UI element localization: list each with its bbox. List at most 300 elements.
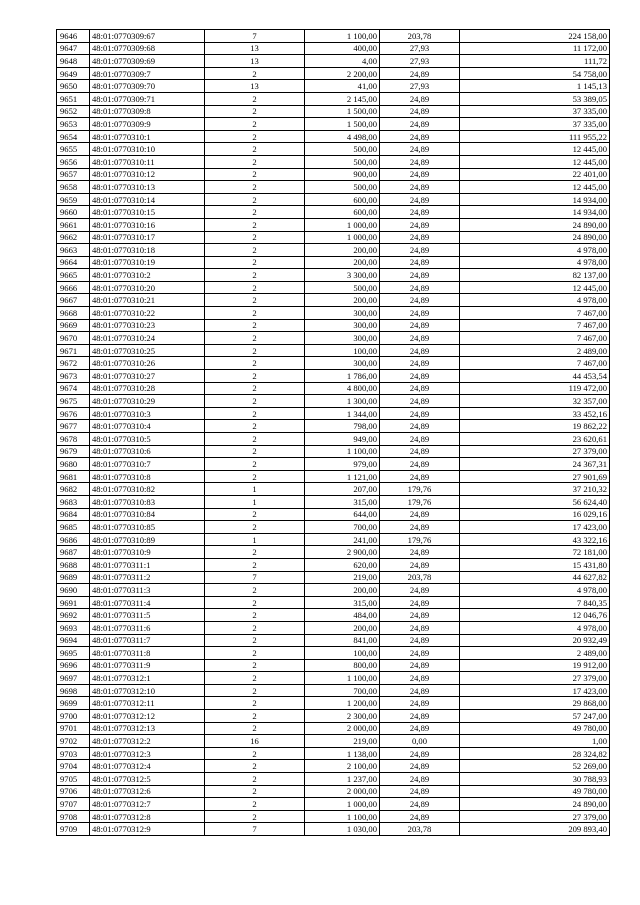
table-row bbox=[57, 382, 610, 395]
category-code-cell: 2 bbox=[205, 143, 305, 156]
cadastral-value-cell: 119 472,00 bbox=[460, 382, 610, 395]
rate-cell: 24,89 bbox=[380, 470, 460, 483]
cadastral-number-cell: 48:01:0770310:21 bbox=[90, 294, 205, 307]
category-code-cell: 2 bbox=[205, 584, 305, 597]
rate-cell: 24,89 bbox=[380, 155, 460, 168]
cadastral-number-cell: 48:01:0770310:10 bbox=[90, 143, 205, 156]
cadastral-value-cell: 23 620,61 bbox=[460, 433, 610, 446]
cadastral-value-cell: 28 324,82 bbox=[460, 747, 610, 760]
row-number-cell: 9648 bbox=[57, 55, 90, 68]
table-row bbox=[57, 697, 610, 710]
rate-cell: 24,89 bbox=[380, 697, 460, 710]
row-number-cell: 9646 bbox=[57, 30, 90, 43]
cadastral-value-cell: 27 379,00 bbox=[460, 810, 610, 823]
rate-cell: 24,89 bbox=[380, 810, 460, 823]
row-number-cell: 9658 bbox=[57, 181, 90, 194]
cadastral-number-cell: 48:01:0770311:8 bbox=[90, 647, 205, 660]
category-code-cell: 2 bbox=[205, 458, 305, 471]
category-code-cell: 2 bbox=[205, 420, 305, 433]
category-code-cell: 2 bbox=[205, 105, 305, 118]
area-cell: 300,00 bbox=[305, 357, 380, 370]
cadastral-value-cell: 14 934,00 bbox=[460, 193, 610, 206]
area-cell: 1 200,00 bbox=[305, 697, 380, 710]
area-cell: 1 138,00 bbox=[305, 747, 380, 760]
table-row bbox=[57, 508, 610, 521]
cadastral-number-cell: 48:01:0770310:14 bbox=[90, 193, 205, 206]
cadastral-value-cell: 53 389,05 bbox=[460, 92, 610, 105]
row-number-cell: 9650 bbox=[57, 80, 90, 93]
table-row bbox=[57, 218, 610, 231]
row-number-cell: 9657 bbox=[57, 168, 90, 181]
cadastral-value-cell: 54 758,00 bbox=[460, 67, 610, 80]
cadastral-value-cell: 24 890,00 bbox=[460, 231, 610, 244]
cadastral-number-cell: 48:01:0770310:4 bbox=[90, 420, 205, 433]
row-number-cell: 9681 bbox=[57, 470, 90, 483]
cadastral-value-cell: 32 357,00 bbox=[460, 395, 610, 408]
cadastral-number-cell: 48:01:0770310:23 bbox=[90, 319, 205, 332]
category-code-cell: 2 bbox=[205, 596, 305, 609]
cadastral-value-cell: 224 158,00 bbox=[460, 30, 610, 43]
cadastral-number-cell: 48:01:0770312:12 bbox=[90, 710, 205, 723]
cadastral-number-cell: 48:01:0770312:7 bbox=[90, 798, 205, 811]
area-cell: 1 500,00 bbox=[305, 118, 380, 131]
table-row bbox=[57, 55, 610, 68]
row-number-cell: 9709 bbox=[57, 823, 90, 836]
cadastral-value-cell: 33 452,16 bbox=[460, 407, 610, 420]
area-cell: 2 900,00 bbox=[305, 546, 380, 559]
cadastral-value-cell: 22 401,00 bbox=[460, 168, 610, 181]
table-row bbox=[57, 470, 610, 483]
area-cell: 644,00 bbox=[305, 508, 380, 521]
area-cell: 100,00 bbox=[305, 344, 380, 357]
area-cell: 700,00 bbox=[305, 521, 380, 534]
category-code-cell: 2 bbox=[205, 130, 305, 143]
area-cell: 41,00 bbox=[305, 80, 380, 93]
area-cell: 1 500,00 bbox=[305, 105, 380, 118]
cadastral-number-cell: 48:01:0770310:3 bbox=[90, 407, 205, 420]
category-code-cell: 2 bbox=[205, 722, 305, 735]
row-number-cell: 9661 bbox=[57, 218, 90, 231]
cadastral-value-cell: 7 467,00 bbox=[460, 357, 610, 370]
rate-cell: 24,89 bbox=[380, 168, 460, 181]
cadastral-number-cell: 48:01:0770310:15 bbox=[90, 206, 205, 219]
category-code-cell: 2 bbox=[205, 609, 305, 622]
row-number-cell: 9705 bbox=[57, 773, 90, 786]
table-row bbox=[57, 155, 610, 168]
area-cell: 600,00 bbox=[305, 193, 380, 206]
cadastral-value-table bbox=[56, 29, 610, 836]
category-code-cell: 7 bbox=[205, 823, 305, 836]
row-number-cell: 9653 bbox=[57, 118, 90, 131]
table-row bbox=[57, 558, 610, 571]
category-code-cell: 2 bbox=[205, 760, 305, 773]
area-cell: 4 498,00 bbox=[305, 130, 380, 143]
rate-cell: 24,89 bbox=[380, 458, 460, 471]
rate-cell: 24,89 bbox=[380, 596, 460, 609]
cadastral-value-cell: 12 445,00 bbox=[460, 143, 610, 156]
row-number-cell: 9666 bbox=[57, 281, 90, 294]
cadastral-value-cell: 12 445,00 bbox=[460, 281, 610, 294]
rate-cell: 24,89 bbox=[380, 684, 460, 697]
category-code-cell: 7 bbox=[205, 571, 305, 584]
cadastral-value-cell: 7 467,00 bbox=[460, 332, 610, 345]
area-cell: 219,00 bbox=[305, 735, 380, 748]
cadastral-value-cell: 4 978,00 bbox=[460, 256, 610, 269]
rate-cell: 24,89 bbox=[380, 647, 460, 660]
category-code-cell: 1 bbox=[205, 495, 305, 508]
cadastral-value-cell: 29 868,00 bbox=[460, 697, 610, 710]
row-number-cell: 9655 bbox=[57, 143, 90, 156]
cadastral-value-cell: 7 467,00 bbox=[460, 319, 610, 332]
cadastral-value-cell: 111,72 bbox=[460, 55, 610, 68]
cadastral-number-cell: 48:01:0770312:1 bbox=[90, 672, 205, 685]
category-code-cell: 2 bbox=[205, 256, 305, 269]
rate-cell: 24,89 bbox=[380, 344, 460, 357]
row-number-cell: 9692 bbox=[57, 609, 90, 622]
row-number-cell: 9677 bbox=[57, 420, 90, 433]
rate-cell: 24,89 bbox=[380, 382, 460, 395]
cadastral-number-cell: 48:01:0770310:9 bbox=[90, 546, 205, 559]
row-number-cell: 9680 bbox=[57, 458, 90, 471]
cadastral-number-cell: 48:01:0770309:9 bbox=[90, 118, 205, 131]
table-row bbox=[57, 332, 610, 345]
rate-cell: 24,89 bbox=[380, 584, 460, 597]
area-cell: 1 100,00 bbox=[305, 810, 380, 823]
cadastral-number-cell: 48:01:0770310:24 bbox=[90, 332, 205, 345]
row-number-cell: 9684 bbox=[57, 508, 90, 521]
table-row bbox=[57, 307, 610, 320]
category-code-cell: 1 bbox=[205, 483, 305, 496]
category-code-cell: 2 bbox=[205, 785, 305, 798]
area-cell: 100,00 bbox=[305, 647, 380, 660]
category-code-cell: 2 bbox=[205, 684, 305, 697]
table-row bbox=[57, 395, 610, 408]
area-cell: 2 000,00 bbox=[305, 785, 380, 798]
cadastral-value-cell: 4 978,00 bbox=[460, 621, 610, 634]
table-row bbox=[57, 281, 610, 294]
row-number-cell: 9694 bbox=[57, 634, 90, 647]
table-row bbox=[57, 710, 610, 723]
table-row bbox=[57, 231, 610, 244]
rate-cell: 27,93 bbox=[380, 55, 460, 68]
row-number-cell: 9702 bbox=[57, 735, 90, 748]
category-code-cell: 2 bbox=[205, 508, 305, 521]
category-code-cell: 2 bbox=[205, 710, 305, 723]
category-code-cell: 2 bbox=[205, 407, 305, 420]
rate-cell: 24,89 bbox=[380, 256, 460, 269]
cadastral-number-cell: 48:01:0770309:70 bbox=[90, 80, 205, 93]
table-row bbox=[57, 483, 610, 496]
area-cell: 207,00 bbox=[305, 483, 380, 496]
cadastral-value-cell: 7 467,00 bbox=[460, 307, 610, 320]
category-code-cell: 2 bbox=[205, 445, 305, 458]
area-cell: 500,00 bbox=[305, 181, 380, 194]
table-row bbox=[57, 722, 610, 735]
cadastral-value-cell: 24 890,00 bbox=[460, 218, 610, 231]
cadastral-value-cell: 17 423,00 bbox=[460, 521, 610, 534]
rate-cell: 27,93 bbox=[380, 80, 460, 93]
row-number-cell: 9689 bbox=[57, 571, 90, 584]
cadastral-number-cell: 48:01:0770312:10 bbox=[90, 684, 205, 697]
cadastral-value-cell: 111 955,22 bbox=[460, 130, 610, 143]
table-row bbox=[57, 193, 610, 206]
cadastral-number-cell: 48:01:0770310:1 bbox=[90, 130, 205, 143]
rate-cell: 24,89 bbox=[380, 445, 460, 458]
table-row bbox=[57, 735, 610, 748]
category-code-cell: 2 bbox=[205, 773, 305, 786]
row-number-cell: 9679 bbox=[57, 445, 90, 458]
rate-cell: 24,89 bbox=[380, 370, 460, 383]
area-cell: 1 100,00 bbox=[305, 672, 380, 685]
rate-cell: 24,89 bbox=[380, 773, 460, 786]
row-number-cell: 9667 bbox=[57, 294, 90, 307]
area-cell: 798,00 bbox=[305, 420, 380, 433]
rate-cell: 24,89 bbox=[380, 785, 460, 798]
rate-cell: 24,89 bbox=[380, 319, 460, 332]
category-code-cell: 2 bbox=[205, 206, 305, 219]
table-row bbox=[57, 168, 610, 181]
area-cell: 300,00 bbox=[305, 319, 380, 332]
cadastral-number-cell: 48:01:0770310:28 bbox=[90, 382, 205, 395]
row-number-cell: 9678 bbox=[57, 433, 90, 446]
rate-cell: 24,89 bbox=[380, 609, 460, 622]
table-row bbox=[57, 269, 610, 282]
area-cell: 300,00 bbox=[305, 332, 380, 345]
rate-cell: 24,89 bbox=[380, 143, 460, 156]
table-row bbox=[57, 143, 610, 156]
table-row bbox=[57, 67, 610, 80]
area-cell: 200,00 bbox=[305, 621, 380, 634]
rate-cell: 24,89 bbox=[380, 508, 460, 521]
rate-cell: 24,89 bbox=[380, 659, 460, 672]
cadastral-value-cell: 17 423,00 bbox=[460, 684, 610, 697]
row-number-cell: 9652 bbox=[57, 105, 90, 118]
cadastral-number-cell: 48:01:0770310:27 bbox=[90, 370, 205, 383]
cadastral-number-cell: 48:01:0770312:3 bbox=[90, 747, 205, 760]
cadastral-number-cell: 48:01:0770312:11 bbox=[90, 697, 205, 710]
cadastral-value-cell: 4 978,00 bbox=[460, 584, 610, 597]
cadastral-value-cell: 57 247,00 bbox=[460, 710, 610, 723]
cadastral-number-cell: 48:01:0770310:25 bbox=[90, 344, 205, 357]
table-row bbox=[57, 533, 610, 546]
area-cell: 979,00 bbox=[305, 458, 380, 471]
cadastral-number-cell: 48:01:0770309:8 bbox=[90, 105, 205, 118]
table-row bbox=[57, 256, 610, 269]
table-row bbox=[57, 92, 610, 105]
cadastral-value-cell: 37 335,00 bbox=[460, 105, 610, 118]
area-cell: 1 786,00 bbox=[305, 370, 380, 383]
row-number-cell: 9699 bbox=[57, 697, 90, 710]
cadastral-number-cell: 48:01:0770310:8 bbox=[90, 470, 205, 483]
rate-cell: 24,89 bbox=[380, 407, 460, 420]
cadastral-value-cell: 1,00 bbox=[460, 735, 610, 748]
area-cell: 700,00 bbox=[305, 684, 380, 697]
row-number-cell: 9682 bbox=[57, 483, 90, 496]
row-number-cell: 9685 bbox=[57, 521, 90, 534]
cadastral-number-cell: 48:01:0770309:7 bbox=[90, 67, 205, 80]
cadastral-number-cell: 48:01:0770311:1 bbox=[90, 558, 205, 571]
rate-cell: 24,89 bbox=[380, 92, 460, 105]
area-cell: 200,00 bbox=[305, 584, 380, 597]
cadastral-number-cell: 48:01:0770312:13 bbox=[90, 722, 205, 735]
area-cell: 1 100,00 bbox=[305, 445, 380, 458]
area-cell: 1 344,00 bbox=[305, 407, 380, 420]
row-number-cell: 9651 bbox=[57, 92, 90, 105]
row-number-cell: 9654 bbox=[57, 130, 90, 143]
row-number-cell: 9695 bbox=[57, 647, 90, 660]
table-row bbox=[57, 760, 610, 773]
category-code-cell: 2 bbox=[205, 382, 305, 395]
row-number-cell: 9660 bbox=[57, 206, 90, 219]
table-row bbox=[57, 747, 610, 760]
rate-cell: 24,89 bbox=[380, 231, 460, 244]
cadastral-value-cell: 27 379,00 bbox=[460, 445, 610, 458]
area-cell: 3 300,00 bbox=[305, 269, 380, 282]
row-number-cell: 9706 bbox=[57, 785, 90, 798]
cadastral-number-cell: 48:01:0770312:6 bbox=[90, 785, 205, 798]
row-number-cell: 9688 bbox=[57, 558, 90, 571]
cadastral-number-cell: 48:01:0770310:16 bbox=[90, 218, 205, 231]
category-code-cell: 13 bbox=[205, 80, 305, 93]
cadastral-value-cell: 49 780,00 bbox=[460, 785, 610, 798]
rate-cell: 203,78 bbox=[380, 30, 460, 43]
table-row bbox=[57, 684, 610, 697]
cadastral-number-cell: 48:01:0770310:17 bbox=[90, 231, 205, 244]
table-row bbox=[57, 621, 610, 634]
category-code-cell: 2 bbox=[205, 218, 305, 231]
cadastral-number-cell: 48:01:0770312:2 bbox=[90, 735, 205, 748]
row-number-cell: 9672 bbox=[57, 357, 90, 370]
cadastral-value-cell: 11 172,00 bbox=[460, 42, 610, 55]
table-row bbox=[57, 30, 610, 43]
cadastral-number-cell: 48:01:0770311:2 bbox=[90, 571, 205, 584]
area-cell: 484,00 bbox=[305, 609, 380, 622]
row-number-cell: 9686 bbox=[57, 533, 90, 546]
row-number-cell: 9707 bbox=[57, 798, 90, 811]
row-number-cell: 9674 bbox=[57, 382, 90, 395]
table-row bbox=[57, 80, 610, 93]
cadastral-number-cell: 48:01:0770311:9 bbox=[90, 659, 205, 672]
category-code-cell: 2 bbox=[205, 92, 305, 105]
row-number-cell: 9647 bbox=[57, 42, 90, 55]
rate-cell: 24,89 bbox=[380, 798, 460, 811]
table-row bbox=[57, 810, 610, 823]
table-row bbox=[57, 370, 610, 383]
table-row bbox=[57, 244, 610, 257]
row-number-cell: 9703 bbox=[57, 747, 90, 760]
cadastral-value-cell: 16 029,16 bbox=[460, 508, 610, 521]
rate-cell: 24,89 bbox=[380, 105, 460, 118]
table-row bbox=[57, 773, 610, 786]
cadastral-number-cell: 48:01:0770309:68 bbox=[90, 42, 205, 55]
category-code-cell: 2 bbox=[205, 747, 305, 760]
rate-cell: 24,89 bbox=[380, 193, 460, 206]
cadastral-number-cell: 48:01:0770310:26 bbox=[90, 357, 205, 370]
table-row bbox=[57, 571, 610, 584]
category-code-cell: 2 bbox=[205, 697, 305, 710]
cadastral-value-cell: 2 489,00 bbox=[460, 344, 610, 357]
area-cell: 300,00 bbox=[305, 307, 380, 320]
cadastral-value-cell: 44 627,82 bbox=[460, 571, 610, 584]
cadastral-value-cell: 82 137,00 bbox=[460, 269, 610, 282]
rate-cell: 24,89 bbox=[380, 747, 460, 760]
area-cell: 1 000,00 bbox=[305, 231, 380, 244]
cadastral-number-cell: 48:01:0770312:8 bbox=[90, 810, 205, 823]
area-cell: 2 100,00 bbox=[305, 760, 380, 773]
table-row bbox=[57, 294, 610, 307]
cadastral-number-cell: 48:01:0770310:20 bbox=[90, 281, 205, 294]
rate-cell: 24,89 bbox=[380, 118, 460, 131]
area-cell: 241,00 bbox=[305, 533, 380, 546]
table-row bbox=[57, 634, 610, 647]
rate-cell: 24,89 bbox=[380, 634, 460, 647]
rate-cell: 24,89 bbox=[380, 760, 460, 773]
area-cell: 620,00 bbox=[305, 558, 380, 571]
rate-cell: 203,78 bbox=[380, 571, 460, 584]
area-cell: 1 300,00 bbox=[305, 395, 380, 408]
rate-cell: 27,93 bbox=[380, 42, 460, 55]
cadastral-number-cell: 48:01:0770312:4 bbox=[90, 760, 205, 773]
category-code-cell: 2 bbox=[205, 155, 305, 168]
cadastral-value-cell: 19 862,22 bbox=[460, 420, 610, 433]
cadastral-number-cell: 48:01:0770310:2 bbox=[90, 269, 205, 282]
cadastral-value-cell: 56 624,40 bbox=[460, 495, 610, 508]
rate-cell: 24,89 bbox=[380, 281, 460, 294]
cadastral-value-cell: 20 932,49 bbox=[460, 634, 610, 647]
cadastral-value-cell: 4 978,00 bbox=[460, 294, 610, 307]
table-row bbox=[57, 495, 610, 508]
row-number-cell: 9691 bbox=[57, 596, 90, 609]
table-row bbox=[57, 118, 610, 131]
rate-cell: 24,89 bbox=[380, 294, 460, 307]
cadastral-value-cell: 2 489,00 bbox=[460, 647, 610, 660]
area-cell: 900,00 bbox=[305, 168, 380, 181]
cadastral-number-cell: 48:01:0770310:85 bbox=[90, 521, 205, 534]
row-number-cell: 9664 bbox=[57, 256, 90, 269]
category-code-cell: 2 bbox=[205, 798, 305, 811]
cadastral-number-cell: 48:01:0770311:6 bbox=[90, 621, 205, 634]
area-cell: 500,00 bbox=[305, 155, 380, 168]
cadastral-value-cell: 7 840,35 bbox=[460, 596, 610, 609]
row-number-cell: 9675 bbox=[57, 395, 90, 408]
table-row bbox=[57, 357, 610, 370]
cadastral-number-cell: 48:01:0770310:22 bbox=[90, 307, 205, 320]
category-code-cell: 2 bbox=[205, 558, 305, 571]
row-number-cell: 9687 bbox=[57, 546, 90, 559]
area-cell: 2 000,00 bbox=[305, 722, 380, 735]
rate-cell: 24,89 bbox=[380, 420, 460, 433]
table-row bbox=[57, 105, 610, 118]
cadastral-number-cell: 48:01:0770310:7 bbox=[90, 458, 205, 471]
row-number-cell: 9693 bbox=[57, 621, 90, 634]
cadastral-value-cell: 30 788,93 bbox=[460, 773, 610, 786]
table-row bbox=[57, 647, 610, 660]
row-number-cell: 9700 bbox=[57, 710, 90, 723]
area-cell: 949,00 bbox=[305, 433, 380, 446]
cadastral-number-cell: 48:01:0770310:12 bbox=[90, 168, 205, 181]
category-code-cell: 2 bbox=[205, 244, 305, 257]
category-code-cell: 2 bbox=[205, 332, 305, 345]
rate-cell: 179,76 bbox=[380, 533, 460, 546]
table-row bbox=[57, 798, 610, 811]
area-cell: 4,00 bbox=[305, 55, 380, 68]
cadastral-number-cell: 48:01:0770310:89 bbox=[90, 533, 205, 546]
cadastral-value-cell: 12 445,00 bbox=[460, 155, 610, 168]
rate-cell: 24,89 bbox=[380, 218, 460, 231]
cadastral-number-cell: 48:01:0770309:69 bbox=[90, 55, 205, 68]
cadastral-value-cell: 37 335,00 bbox=[460, 118, 610, 131]
area-cell: 1 121,00 bbox=[305, 470, 380, 483]
